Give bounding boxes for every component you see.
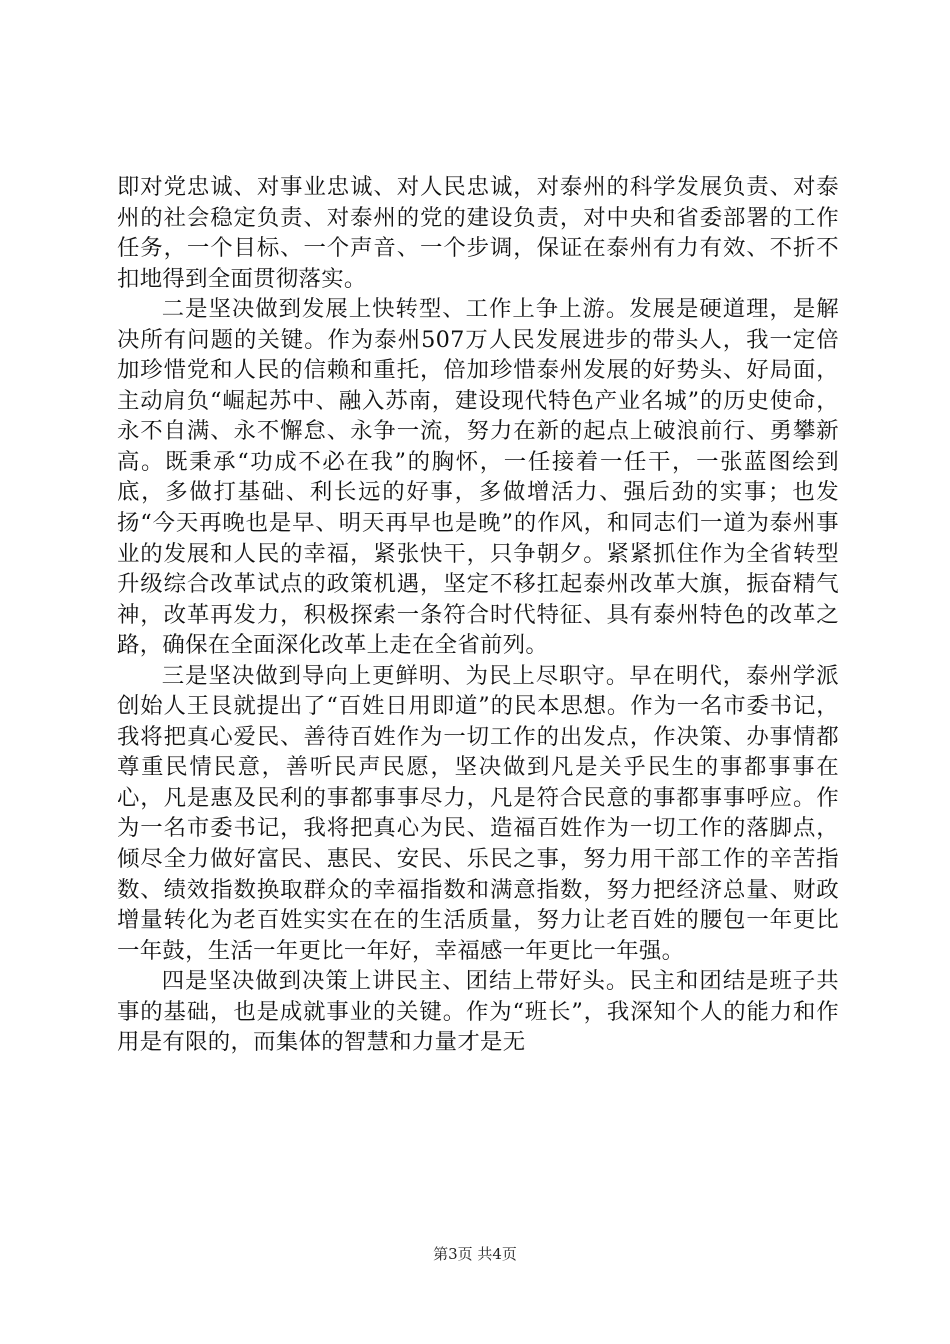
paragraph-4: 四是坚决做到决策上讲民主、团结上带好头。民主和团结是班子共事的基础，也是成就事业的关键。作为“班长”，我深知个人的能力和作用是有限的，而集体的智慧和力量才是无 bbox=[117, 968, 839, 1056]
page-number-footer: 第3页 共4页 bbox=[433, 1245, 517, 1263]
paragraph-3: 三是坚决做到导向上更鲜明、为民上尽职守。早在明代，泰州学派创始人王艮就提出了“百姓日用即道”的民本思想。作为一名市委书记，我将把真心爱民、善待百姓作为一切工作的出发点，作决策、办事情都尊重民情民意，善听民声民愿，坚决做到凡是关乎民生的事都事事在心，凡是惠及民利的事都事事尽力，凡是符合民意的事都事事呼应。作为一名市委书记，我将把真心为民、造福百姓作为一切工作的落脚点，倾尽全力做好富民、惠民、安民、乐民之事，努力用干部工作的辛苦指数、绩效指数换取群众的幸福指数和满意指数，努力把经济总量、财政增量转化为老百姓实实在在的生活质量，努力让老百姓的腰包一年更比一年鼓，生活一年更比一年好，幸福感一年更比一年强。 bbox=[117, 662, 839, 964]
document-body bbox=[117, 172, 839, 1058]
paragraph-1: 即对党忠诚、对事业忠诚、对人民忠诚，对泰州的科学发展负责、对泰州的社会稳定负责、对泰州的党的建设负责，对中央和省委部署的工作任务，一个目标、一个声音、一个步调，保证在泰州有力有效、不折不扣地得到全面贯彻落实。 bbox=[117, 174, 839, 292]
paragraph-2: 二是坚决做到发展上快转型、工作上争上游。发展是硬道理，是解决所有问题的关键。作为泰州507万人民发展进步的带头人，我一定倍加珍惜党和人民的信赖和重托，倍加珍惜泰州发展的好势头、好局面，主动肩负“崛起苏中、融入苏南，建设现代特色产业名城”的历史使命，永不自满、永不懈怠、永争一流，努力在新的起点上破浪前行、勇攀新高。既秉承“功成不必在我”的胸怀，一任接着一任干，一张蓝图绘到底，多做打基础、利长远的好事，多做增活力、强后劲的实事；也发扬“今天再晚也是早、明天再早也是晚”的作风，和同志们一道为泰州事业的发展和人民的幸福，紧张快干，只争朝夕。紧紧抓住作为全省转型升级综合改革试点的政策机遇，坚定不移扛起泰州改革大旗，振奋精气神，改革再发力，积极探索一条符合时代特征、具有泰州特色的改革之路，确保在全面深化改革上走在全省前列。 bbox=[117, 296, 839, 659]
